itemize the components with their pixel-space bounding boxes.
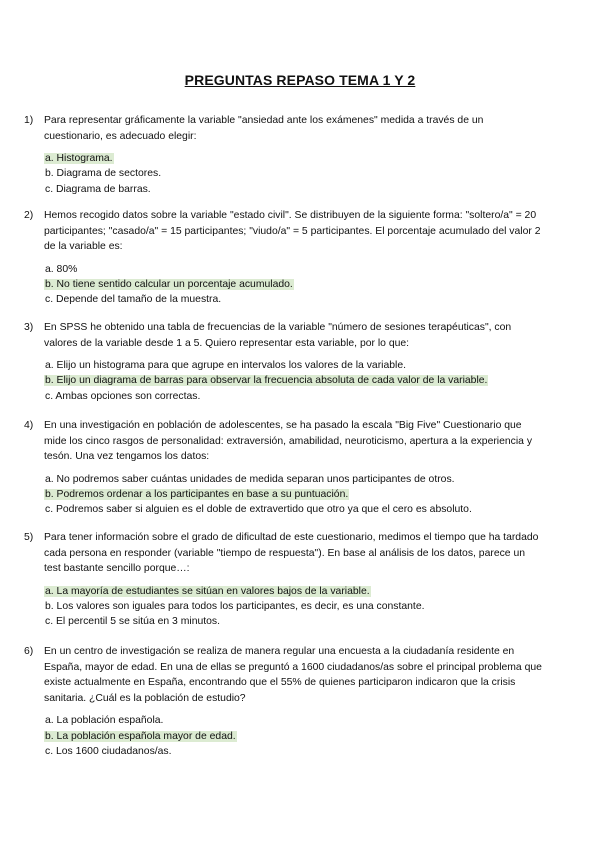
option-text: a. 80% xyxy=(45,263,78,275)
question-text: En una investigación en población de adolescentes, se ha pasado la escala "Big Five" Cuestionario que mide los cinco rasgos de personalidad: extraversión, amabilidad, neuroticismo, apertura a la experiencia y tesón. Una vez tengamos los datos: xyxy=(44,420,533,463)
option-c xyxy=(44,744,544,759)
option-text: a. La población española. xyxy=(45,715,164,727)
question-text: Para representar gráficamente la variable "ansiedad ante los exámenes" medida a través de un cuestionario, es adecuado elegir: xyxy=(44,115,484,142)
question-number: 1) xyxy=(24,115,34,126)
option-text: c. Ambas opciones son correctas. xyxy=(45,390,201,402)
options-list xyxy=(44,358,544,404)
options-list xyxy=(44,151,544,197)
question-text: En SPSS he obtenido una tabla de frecuencias de la variable "número de sesiones terapéuticas", con valores de la variable desde 1 a 5. Quiero representar esta variable, por lo que: xyxy=(44,322,512,349)
option-a xyxy=(44,472,544,487)
option-text: c. Depende del tamaño de la muestra. xyxy=(45,294,222,306)
option-b xyxy=(44,277,544,292)
option-a xyxy=(44,713,544,728)
option-a xyxy=(44,262,544,277)
option-text: a. No podremos saber cuántas unidades de medida separan unos participantes de otros. xyxy=(45,473,455,485)
option-c xyxy=(44,292,544,307)
options-list xyxy=(44,584,544,630)
option-text: b. Elijo un diagrama de barras para observar la frecuencia absoluta de cada valor de la variable. xyxy=(45,375,488,387)
question-number: 5) xyxy=(24,532,34,543)
option-text: b. Diagrama de sectores. xyxy=(45,168,162,180)
option-text: a. Elijo un histograma para que agrupe en intervalos los valores de la variable. xyxy=(45,360,406,372)
option-text: c. Podremos saber si alguien es el doble de extravertido que otro ya que el cero es absoluto. xyxy=(45,504,472,516)
option-text: b. Podremos ordenar a los participantes en base a su puntuación. xyxy=(45,488,349,500)
options-list xyxy=(44,713,544,759)
question-5 xyxy=(24,530,544,629)
question-number: 3) xyxy=(24,322,34,333)
question-text: Hemos recogido datos sobre la variable "estado civil". Se distribuyen de la siguiente forma: "soltero/a" = 20 participantes; "casado/a" = 15 participantes; "viudo/a" = 5 participantes. El porcentaje acumulado del valor 2 de la variable es: xyxy=(44,210,541,253)
question-number: 4) xyxy=(24,420,34,431)
question-2 xyxy=(24,208,544,307)
option-text: b. No tiene sentido calcular un porcentaje acumulado. xyxy=(45,278,293,290)
options-list xyxy=(44,262,544,308)
option-text: c. Diagrama de barras. xyxy=(45,183,151,195)
question-1 xyxy=(24,113,544,197)
option-b xyxy=(44,729,544,744)
option-text: b. Los valores son iguales para todos los participantes, es decir, es una constante. xyxy=(45,600,425,612)
question-6 xyxy=(24,644,544,759)
options-list xyxy=(44,472,544,518)
option-b xyxy=(44,373,544,388)
option-c xyxy=(44,389,544,404)
question-number: 2) xyxy=(24,210,34,221)
option-text: a. Histograma. xyxy=(45,153,113,165)
option-b xyxy=(44,599,544,614)
option-a xyxy=(44,151,544,166)
option-b xyxy=(44,487,544,502)
option-c xyxy=(44,182,544,197)
question-number: 6) xyxy=(24,646,34,657)
option-a xyxy=(44,358,544,373)
option-a xyxy=(44,584,544,599)
question-text: Para tener información sobre el grado de dificultad de este cuestionario, medimos el tiempo que ha tardado cada persona en responder (variable "tiempo de respuesta"). En base al análisis de los datos, parece un test bastante sencillo porque…: xyxy=(44,532,539,575)
option-c xyxy=(44,502,544,517)
option-b xyxy=(44,166,544,181)
question-text: En un centro de investigación se realiza de manera regular una encuesta a la ciudadanía residente en España, mayor de edad. En una de ellas se preguntó a 1600 ciudadanos/as sobre el principal problema que existe actualmente en España, encontrando que el 55% de quienes participaron indicaron que la crisis sanitaria. ¿Cuál es la población de estudio? xyxy=(44,646,542,704)
option-text: c. Los 1600 ciudadanos/as. xyxy=(45,745,172,757)
option-text: a. La mayoría de estudiantes se sitúan en valores bajos de la variable. xyxy=(45,585,370,597)
question-4 xyxy=(24,418,544,517)
question-3 xyxy=(24,320,544,404)
page-title: PREGUNTAS REPASO TEMA 1 Y 2 xyxy=(184,72,416,88)
option-c xyxy=(44,614,544,629)
option-text: c. El percentil 5 se sitúa en 3 minutos. xyxy=(45,616,220,628)
option-text: b. La población española mayor de edad. xyxy=(45,730,236,742)
